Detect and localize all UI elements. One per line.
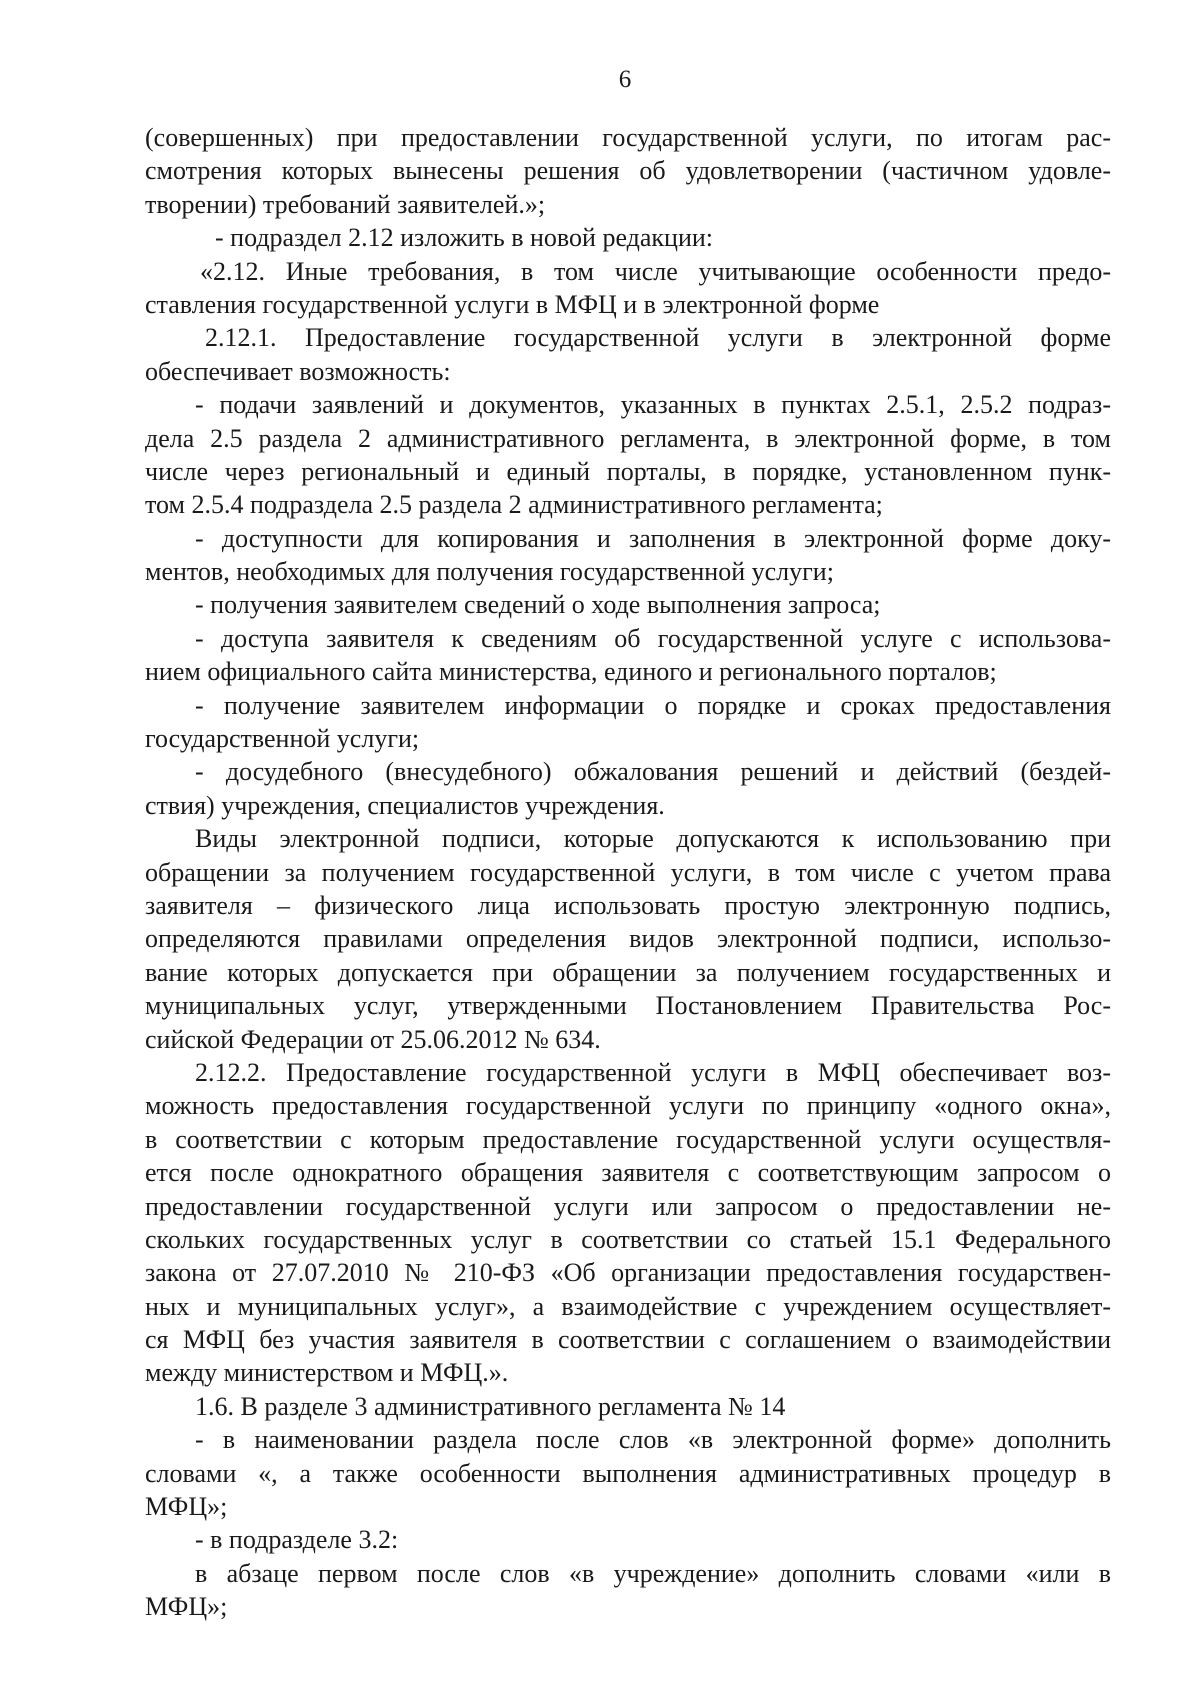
text-line: (совершенных) при предоставлении государственной услуги, по итогам рас- (145, 123, 1111, 152)
text-line: - подраздел 2.12 изложить в новой редакции: (215, 223, 714, 253)
text-line: в соответствии с которым предоставление государственной услуги осуществля- (145, 1124, 1111, 1154)
text-line: ментов, необходимых для получения государственной услуги; (145, 557, 834, 587)
text-line: МФЦ»; (145, 1492, 228, 1522)
text-line: скольких государственных услуг в соответствии со статьей 15.1 Федерального (145, 1224, 1111, 1254)
text-line: - получение заявителем информации о порядке и сроках предоставления (195, 690, 1111, 720)
text-line: - в подразделе 3.2: (195, 1525, 399, 1555)
text-line: ствия) учреждения, специалистов учреждения. (145, 790, 665, 820)
text-line: муниципальных услуг, утвержденными Постановлением Правительства Рос- (145, 991, 1111, 1021)
text-line: «2.12. Иные требования, в том числе учитывающие особенности предо- (200, 256, 1111, 286)
text-line: смотрения которых вынесены решения об удовлетворении (частичном удовле- (145, 156, 1111, 186)
text-line: вание которых допускается при обращении за получением государственных и (145, 957, 1111, 987)
text-line: - досудебного (внесудебного) обжалования решений и действий (бездей- (195, 757, 1111, 787)
text-line: - доступа заявителя к сведениям об государственной услуге с использова- (195, 623, 1111, 653)
text-line: - получения заявителем сведений о ходе выполнения запроса; (195, 590, 881, 620)
text-line: ных и муниципальных услуг», а взаимодействие с учреждением осуществляет- (145, 1291, 1111, 1321)
text-line: предоставлении государственной услуги или запросом о предоставлении не- (145, 1191, 1111, 1221)
text-line: обеспечивает возможность: (145, 356, 451, 386)
text-line: ется после однократного обращения заявителя с соответствующим запросом о (145, 1158, 1111, 1188)
text-line: Виды электронной подписи, которые допускаются к использованию при (195, 824, 1111, 854)
text-line: обращении за получением государственной услуги, в том числе с учетом права (145, 857, 1111, 887)
text-line: заявителя – физического лица использовать простую электронную подпись, (145, 890, 1111, 920)
document-body (145, 121, 1111, 1624)
text-line: ставления государственной услуги в МФЦ и в электронной форме (145, 289, 880, 319)
text-line: закона от 27.07.2010 № 210-ФЗ «Об организации предоставления государствен- (145, 1258, 1111, 1288)
text-line: дела 2.5 раздела 2 административного регламента, в электронной форме, в том (145, 423, 1111, 453)
text-line: МФЦ»; (145, 1592, 228, 1622)
text-line: - в наименовании раздела после слов «в электронной форме» дополнить (195, 1425, 1111, 1455)
text-line: определяются правилами определения видов электронной подписи, использо- (145, 924, 1111, 954)
text-line: в абзаце первом после слов «в учреждение» дополнить словами «или в (195, 1558, 1111, 1588)
text-line: - подачи заявлений и документов, указанных в пунктах 2.5.1, 2.5.2 подраз- (195, 390, 1111, 420)
text-line: ся МФЦ без участия заявителя в соответствии с соглашением о взаимодействии (145, 1325, 1111, 1355)
page-number: 6 (618, 66, 632, 93)
text-line: между министерством и МФЦ.». (145, 1358, 509, 1388)
text-line: 1.6. В разделе 3 административного регламента № 14 (195, 1391, 786, 1421)
text-line: творении) требований заявителей.»; (145, 189, 546, 219)
text-line: - доступности для копирования и заполнения в электронной форме доку- (195, 523, 1111, 553)
text-line: сийской Федерации от 25.06.2012 № 634. (145, 1024, 601, 1054)
text-line: числе через региональный и единый порталы, в порядке, установленном пунк- (145, 456, 1111, 486)
text-line: государственной услуги; (145, 724, 420, 754)
text-line: 2.12.2. Предоставление государственной услуги в МФЦ обеспечивает воз- (195, 1057, 1111, 1087)
text-line: можность предоставления государственной услуги по принципу «одного окна», (145, 1091, 1111, 1121)
text-line: словами «, а также особенности выполнения административных процедур в (145, 1458, 1111, 1488)
text-line: том 2.5.4 подраздела 2.5 раздела 2 административного регламента; (145, 490, 883, 520)
text-line: нием официального сайта министерства, единого и регионального порталов; (145, 657, 997, 687)
text-line: 2.12.1. Предоставление государственной услуги в электронной форме (205, 323, 1111, 353)
